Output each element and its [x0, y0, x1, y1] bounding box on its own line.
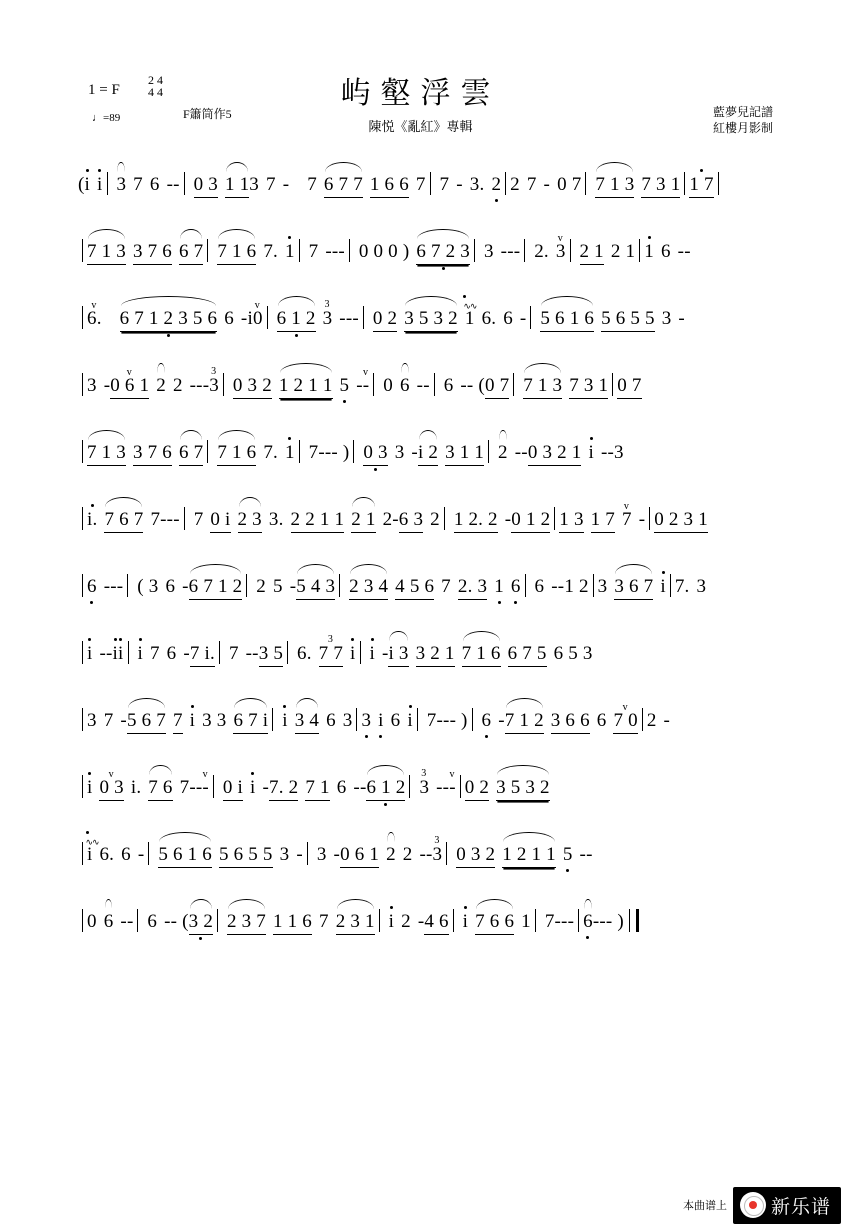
notation-system	[78, 897, 778, 964]
notation-system	[78, 160, 778, 227]
notation-system	[78, 696, 778, 763]
notation-line: ∿∿ i 6. 6 - 5 6 1 6 5 6 5 5 3 - 3 -0 6 1 2 2 --3 3 0 3 2 1 2 1 1 5 --	[78, 842, 778, 882]
footer-watermark	[683, 1183, 841, 1227]
tempo-marking: ♩=89	[92, 112, 121, 124]
notation-system	[78, 428, 778, 495]
site-logo	[733, 1187, 841, 1224]
credit-transcriber: 藍夢兒記譜	[712, 105, 773, 119]
notation-line: 7 1 3 3 7 6 6 7 7 1 6 7. 1 7--- ) 0 3 3 -i 2 3 1 1 2 --0 3 2 1 i --3	[78, 440, 778, 480]
time-signature-top: 2 4	[148, 73, 163, 87]
notation-system	[78, 361, 778, 428]
footer-note: 本曲谱上	[682, 1200, 727, 1212]
credits	[713, 104, 773, 136]
notation-system	[78, 629, 778, 696]
subtitle: 陳悦《亂紅》專輯	[368, 119, 473, 134]
notation-line: 0 6 -- 6 -- (3 2 2 3 7 1 1 6 7 2 3 1 i 2 -4 6 i 7 6 6 1 7--- 6--- )	[78, 909, 778, 949]
notation-line: 7 1 3 3 7 6 6 7 7 1 6 7. 1 7 --- 0 0 0 ) 6 7 2 3 3 --- 2. v 3 2 1 2 1 1 6 --	[78, 239, 778, 279]
notation-system	[78, 763, 778, 830]
notation-staff	[78, 160, 778, 964]
notation-system	[78, 294, 778, 361]
notation-system	[78, 562, 778, 629]
notation-system	[78, 495, 778, 562]
notation-line: 6 --- ( 3 6 -6 7 1 2 2 5 -5 4 3 2 3 4 4 5 6 7 2. 3 1 6 6 --1 2 3 3 6 7 i 7. 3	[78, 574, 778, 614]
notation-line: i v 0 3 i. 7 6 7--v - 0 i i -7. 2 7 1 6 --6 1 2 3 3 --v - 0 2 3 5 3 2	[78, 775, 778, 815]
key-signature: 1 = F	[88, 82, 120, 98]
notation-line: v 6. 6 7 1 2 3 5 6 6 -iv 0 6 1 2 3 3 --- 0 2 3 5 3 2 ∿∿ 1 6. 6 - 5 6 1 6 5 6 5 5 3 -	[78, 306, 778, 346]
time-signature-bottom: 4 4	[148, 85, 163, 99]
notation-line: (i i 3 7 6 -- 0 3 1 13 7 - 7 6 7 7 1 6 6 7 7 - 3. 2 2 7 - 0 7 7 1 3 7 3 1 1 7	[78, 172, 778, 212]
instrument-note: F簫筒作5	[183, 107, 232, 121]
notation-system	[78, 830, 778, 897]
vinyl-record-icon	[740, 1192, 766, 1218]
page-title: 屿壑浮雲	[340, 77, 501, 110]
notation-system	[78, 227, 778, 294]
notation-line: i --ii i 7 6 -7 i. 7 --3 5 6. 3 7 7 i i -i 3 3 2 1 7 1 6 6 7 5 6 5 3	[78, 641, 778, 681]
notation-line: 3 7 -5 6 7 7 i 3 3 6 7 i i 3 4 6 3 3 i 6 i 7--- ) 6 -7 1 2 3 6 6 6 v 7 0 2 -	[78, 708, 778, 748]
site-logo-text: 新乐谱	[770, 1196, 831, 1218]
notation-line: i. 7 6 7 7--- 7 0 i 2 3 3. 2 2 1 1 2 1 2-6 3 2 1 2. 2 -0 1 2 1 3 1 7 v 7 - 0 2 3 1	[78, 507, 778, 547]
credit-producer: 紅樓月影制	[712, 121, 773, 135]
notation-line: 3 -v 0 6 1 2 2 ---3 3 0 3 2 1 2 1 1 5 -v - 0 6 -- 6 -- (0 7 7 1 3 7 3 1 0 7	[78, 373, 778, 413]
